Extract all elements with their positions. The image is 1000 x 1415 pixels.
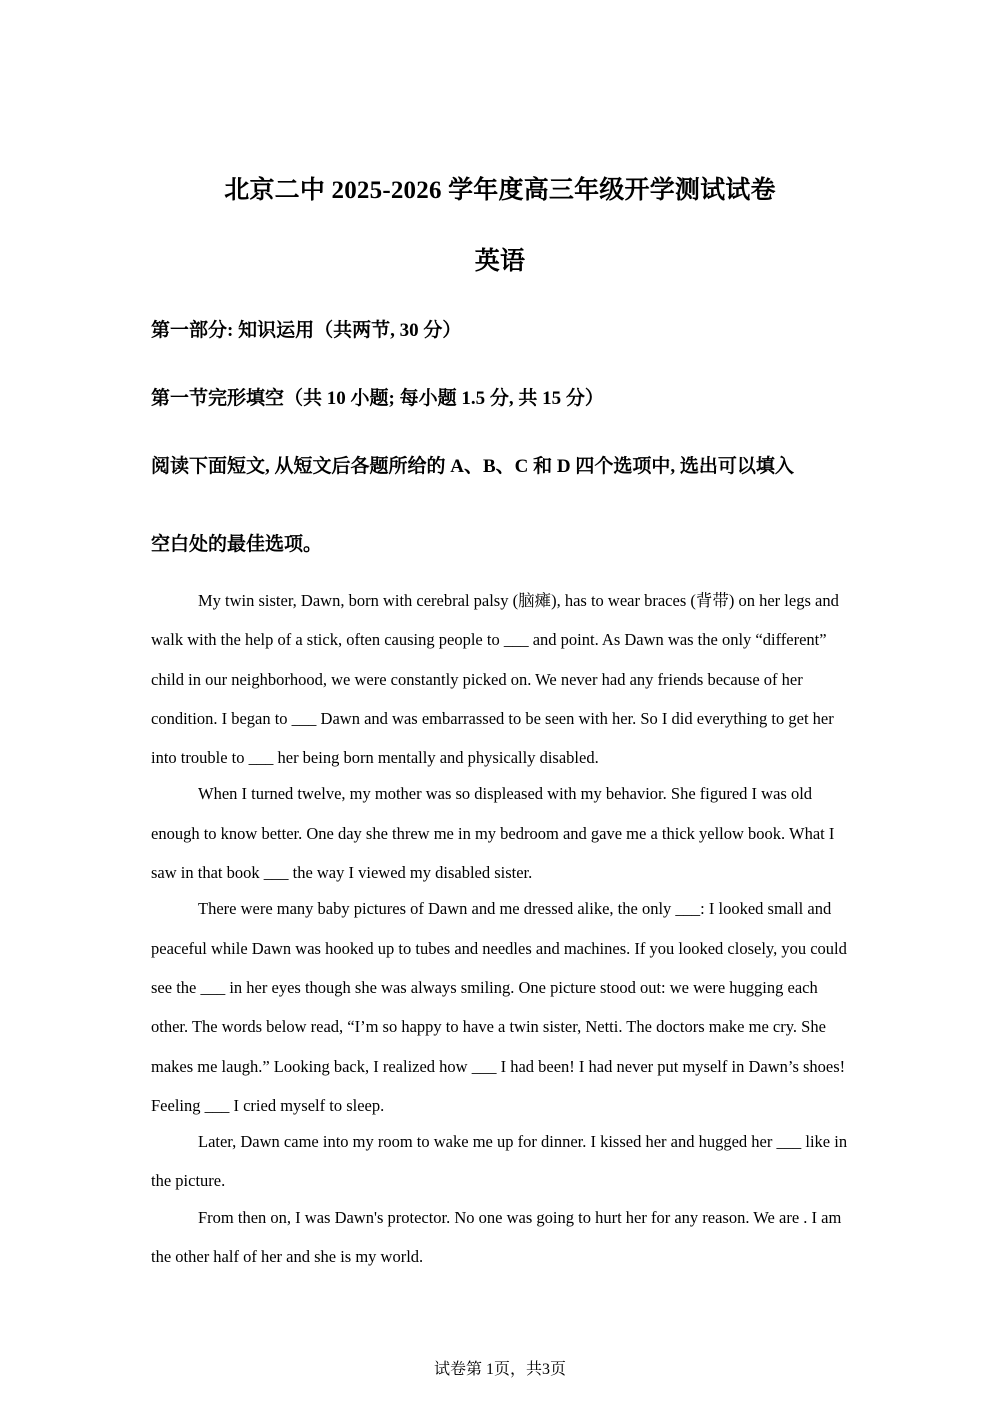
passage-paragraph-3: There were many baby pictures of Dawn and me dressed alike, the only ___: I looked small and peaceful while Dawn was hooked up to tubes and needles and machines. If you looked closely, you could see the ___ in her eyes though she was always smiling. One picture stood out: we were hugging each other. The words below read, “I’m so happy to have a twin sister, Netti. The doctors make me cry. She makes me laugh.” Looking back, I realized how ___ I had been! I had never put myself in Dawn’s shoes! Feeling ___ I cried myself to sleep.: [151, 899, 847, 1115]
subject-title: 英语: [474, 248, 526, 275]
passage-paragraph-1: My twin sister, Dawn, born with cerebral palsy (脑瘫), has to wear braces (背带) on her legs and walk with the help of a stick, often causing people to ___ and point. As Dawn was the only “different” child in our neighborhood, we were constantly picked on. We never had any friends because of her condition. I began to ___ Dawn and was embarrassed to be seen with her. So I did everything to get her into trouble to ___ her being born mentally and physically disabled.: [151, 591, 839, 768]
passage-paragraph-5: From then on, I was Dawn's protector. No one was going to hurt her for any reason. We are . I am the other half of her and she is my world.: [151, 1207, 842, 1267]
passage-paragraph-2: When I turned twelve, my mother was so displeased with my behavior. She figured I was old enough to know better. One day she threw me in my bedroom and gave me a thick yellow book. What I saw in that book ___ the way I viewed my disabled sister.: [151, 784, 835, 883]
instruction-line-2: 空白处的最佳选项。: [151, 534, 323, 555]
page-footer: 试卷第 1页，共3页: [433, 1361, 566, 1378]
passage-paragraph-4: Later, Dawn came into my room to wake me up for dinner. I kissed her and hugged her ___ like in the picture.: [151, 1132, 848, 1191]
exam-title: 北京二中 2025-2026 学年度高三年级开学测试试卷: [224, 177, 776, 204]
section-heading: 第一节完形填空（共 10 小题; 每小题 1.5 分, 共 15 分）: [151, 388, 604, 409]
part-heading: 第一部分: 知识运用（共两节, 30 分）: [151, 320, 462, 341]
cloze-passage: [151, 581, 851, 1273]
instruction-line-1: 阅读下面短文, 从短文后各题所给的 A、B、C 和 D 四个选项中, 选出可以填入: [151, 456, 794, 477]
